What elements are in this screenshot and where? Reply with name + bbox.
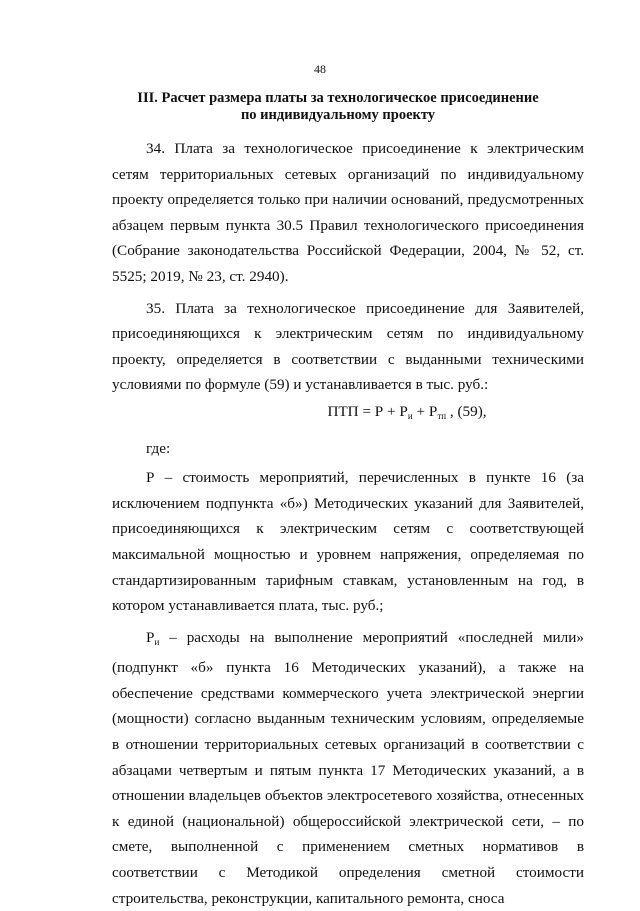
definition-pi-sub: и: [154, 636, 160, 647]
definition-p: [112, 465, 584, 619]
section-title-line-1: III. Расчет размера платы за технологическое присоединение: [137, 90, 539, 106]
paragraph-34: 34. Плата за технологическое присоединение к электрическим сетям территориальных сетевых организаций по индивидуальному проекту определяется только при наличии оснований, предусмотренных абзацем первым пункта 30.5 Правил технологического присоединения (Собрание законодательства Российской Федерации, 2004, № 52, ст. 5525; 2019, № 23, ст. 2940).: [112, 140, 584, 285]
definition-pi: [112, 625, 584, 911]
formula-tail: , (59),: [446, 402, 487, 420]
definition-p-symbol: Р: [146, 469, 155, 487]
paragraph-35: 35. Плата за технологическое присоединение для Заявителей, присоединяющихся к электрическим сетям по индивидуальному проекту, определяется в соответствии с выданными техническими условиями по формуле (59) и устанавливается в тыс. руб.:: [112, 299, 584, 394]
definition-p-text: – стоимость мероприятий, перечисленных в пункте 16 (за исключением подпункта «б») Методических указаний для Заявителей, присоединяющихся к электрическим сетям с соответствующей максимальной мощностью и уровнем напряжения, определяемая по стандартизированным тарифным ставкам, установленным на год, в котором устанавливается плата, тыс. руб.;: [112, 469, 584, 615]
document-body: [112, 136, 584, 911]
formula-sub-tp: тп: [437, 410, 447, 421]
definition-pi-symbol: Р: [146, 628, 155, 646]
formula-59: [112, 399, 584, 430]
page-number: 48: [314, 62, 326, 76]
formula-lhs: ПТП = Р + Р: [327, 402, 408, 420]
section-title: [100, 90, 576, 124]
formula-mid: + Р: [412, 402, 438, 420]
definition-pi-text: – расходы на выполнение мероприятий «последней мили» (подпункт «б» пункта 16 Методических указаний), а также на обеспечение средствами коммерческого учета электрической энергии (мощности) согласно выданным техническим условиям, определяемые в отношении территориальных сетевых организаций в соответствии с абзацами четвертым и пятым пункта 17 Методических указаний, а в отношении владельцев объектов электросетевого хозяйства, отнесенных к единой (национальной) общероссийской электрической сети, – по смете, выполненной с применением сметных нормативов в соответствии с Методикой определения сметной стоимости строительства, реконструкции, капитального ремонта, сноса: [112, 628, 584, 907]
formula-sub-i: и: [407, 410, 413, 421]
where-label: где:: [146, 439, 171, 457]
section-title-line-2: по индивидуальному проекту: [240, 107, 436, 123]
